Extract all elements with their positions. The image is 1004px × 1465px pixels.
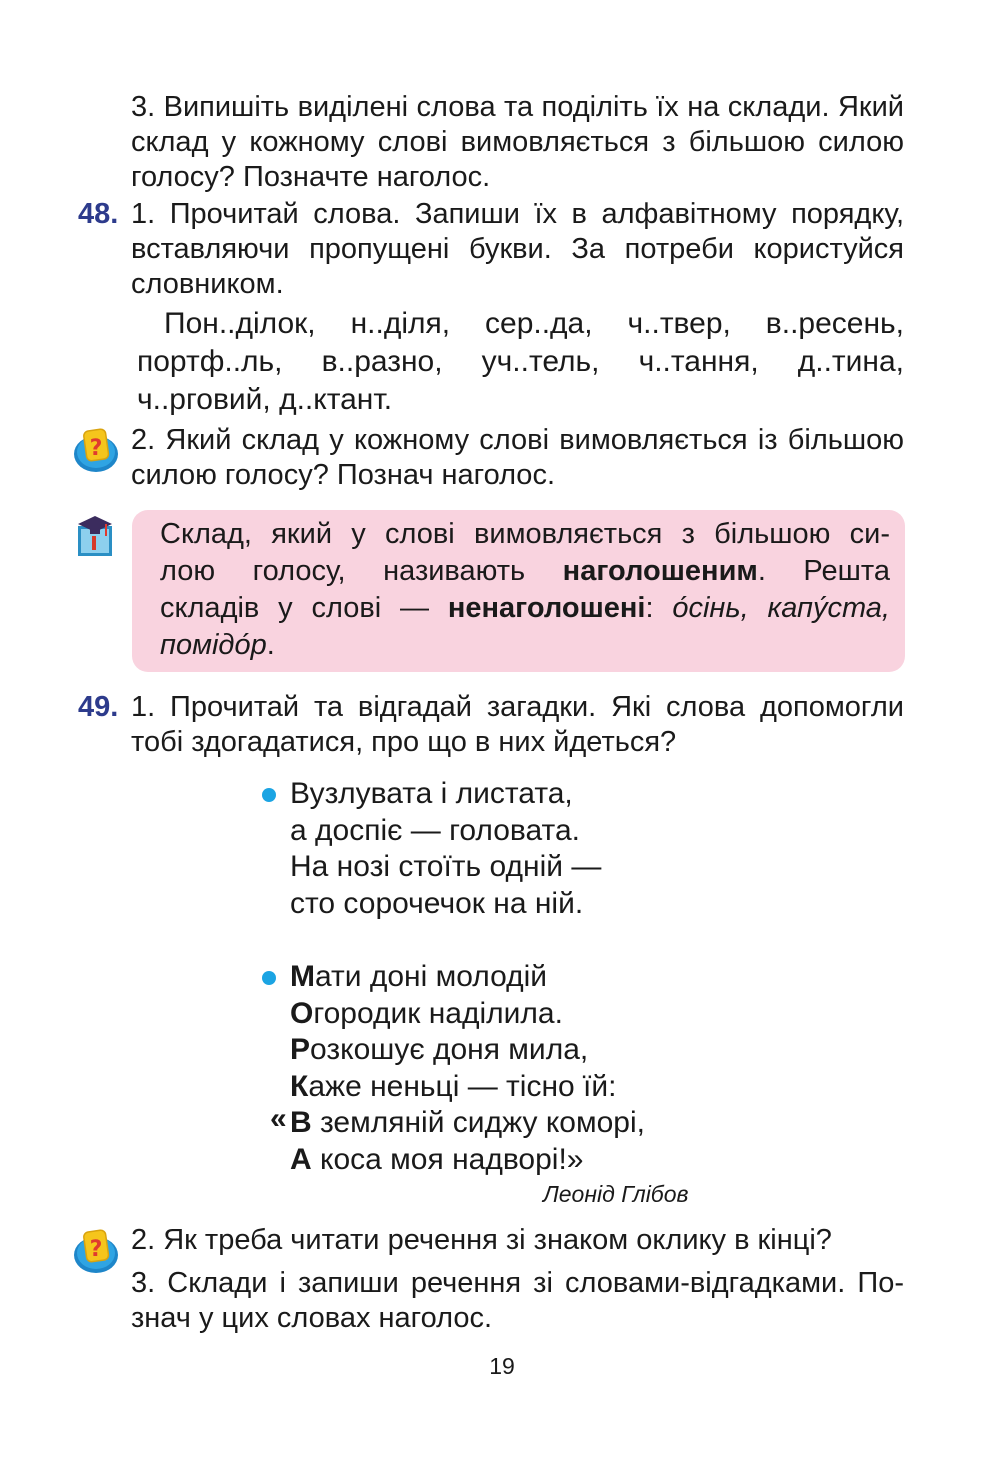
text-line: вставляючи пропущені букви. За потреби користуйся — [131, 233, 904, 265]
rule-text-part: лою голосу, називають — [160, 555, 563, 587]
poem-line — [290, 1032, 645, 1069]
ex49-task2 — [131, 1223, 904, 1258]
text-line: 2. Який склад у кожному слові вимовляється із більшою — [131, 424, 904, 456]
rule-line — [160, 553, 890, 590]
poem-line: На нозі стоїть одній — — [290, 850, 602, 883]
text-line: словником. — [131, 268, 284, 300]
poem-line-text: озкошує доня мила, — [310, 1033, 589, 1066]
example-words: о́сінь, капу́ста, — [672, 592, 890, 624]
ex48-word-list — [137, 305, 904, 419]
rule-text-part: . — [266, 629, 275, 661]
text-line: 3. Випишіть виділені слова та поділіть їх на склади. Який — [131, 91, 904, 123]
example-word: помідо́р — [160, 629, 267, 661]
text-line: знач у цих словах наголос. — [131, 1302, 493, 1334]
rule-line — [160, 627, 890, 664]
acrostic-letter: К — [290, 1069, 309, 1103]
acrostic-letter: Р — [290, 1033, 311, 1066]
acrostic-letter: А — [290, 1142, 312, 1176]
graduation-cap-icon — [76, 512, 114, 556]
ex48-task2 — [131, 423, 904, 493]
text-line: 1. Прочитай та відгадай загадки. Які слова допомогли — [131, 691, 904, 723]
poem-author: Леонід Глібов — [543, 1181, 689, 1207]
word-line: ч..рговий, д..ктант. — [137, 383, 393, 416]
question-icon — [72, 424, 120, 474]
acrostic-letter: В — [290, 1106, 312, 1139]
poem-line-text: городик наділила. — [313, 996, 563, 1030]
poem-line-text: коса моя надворі!» — [311, 1142, 584, 1176]
riddle-1 — [290, 776, 601, 922]
poem-line-text: земляній сиджу коморі, — [311, 1106, 645, 1139]
poem-line: а доспіє — головата. — [290, 813, 580, 847]
acrostic-letter: М — [290, 960, 315, 993]
exercise-number-49: 49. — [78, 691, 119, 723]
poem-line-text: ати доні молодій — [315, 960, 548, 993]
text-line: склад у кожному слові вимовляється з більшою силою — [131, 126, 904, 158]
text-line: голосу? Позначте наголос. — [131, 161, 491, 193]
rule-text-part: . Решта — [757, 555, 890, 587]
poem-line — [290, 1105, 645, 1142]
svg-text:?: ? — [89, 436, 103, 461]
rule-text-part: : — [645, 592, 673, 624]
rule-line — [160, 590, 890, 627]
riddle-2 — [290, 959, 645, 1178]
svg-text:?: ? — [89, 1237, 103, 1262]
task-3-top — [131, 90, 904, 195]
poem-line — [290, 1069, 645, 1106]
text-line: тобі здогадатися, про що в них йдеться? — [131, 726, 677, 758]
question-icon — [72, 1225, 120, 1275]
poem-line-text: аже неньці — тісно їй: — [308, 1069, 617, 1103]
quote-mark: « — [270, 1102, 287, 1135]
ex49-task1 — [131, 690, 904, 760]
poem-line: сто сорочечок на ній. — [290, 886, 584, 920]
poem-line — [290, 996, 645, 1033]
rule-text — [160, 516, 890, 664]
word-line: Пон..ділок, н..діля, сер..да, ч..твер, в..ресень, — [164, 307, 904, 340]
word-line: портф..ль, в..разно, уч..тель, ч..тання, д..тина, — [137, 345, 904, 378]
poem-line — [290, 1142, 645, 1179]
term-stressed: наголошеним — [562, 555, 758, 587]
text-line: 2. Як треба читати речення зі знаком оклику в кінці? — [131, 1224, 832, 1256]
text-line: 1. Прочитай слова. Запиши їх в алфавітному порядку, — [131, 198, 904, 230]
acrostic-letter: О — [290, 996, 314, 1030]
text-line: 3. Склади і запиши речення зі словами-відгадками. По- — [131, 1267, 904, 1299]
ex49-task3 — [131, 1266, 904, 1336]
term-unstressed: ненаголошені — [447, 592, 646, 624]
bullet-icon — [262, 788, 276, 802]
page-number: 19 — [489, 1353, 515, 1379]
poem-line: Вузлувата і листата, — [290, 777, 573, 810]
ex48-task1 — [131, 197, 904, 302]
rule-text-part: складів у слові — — [160, 592, 448, 624]
exercise-number-48: 48. — [78, 198, 119, 230]
text-line: силою голосу? Познач наголос. — [131, 459, 555, 491]
bullet-icon — [262, 971, 276, 985]
rule-line: Склад, який у слові вимовляється з більшою си- — [160, 518, 890, 550]
poem-line — [290, 959, 645, 996]
